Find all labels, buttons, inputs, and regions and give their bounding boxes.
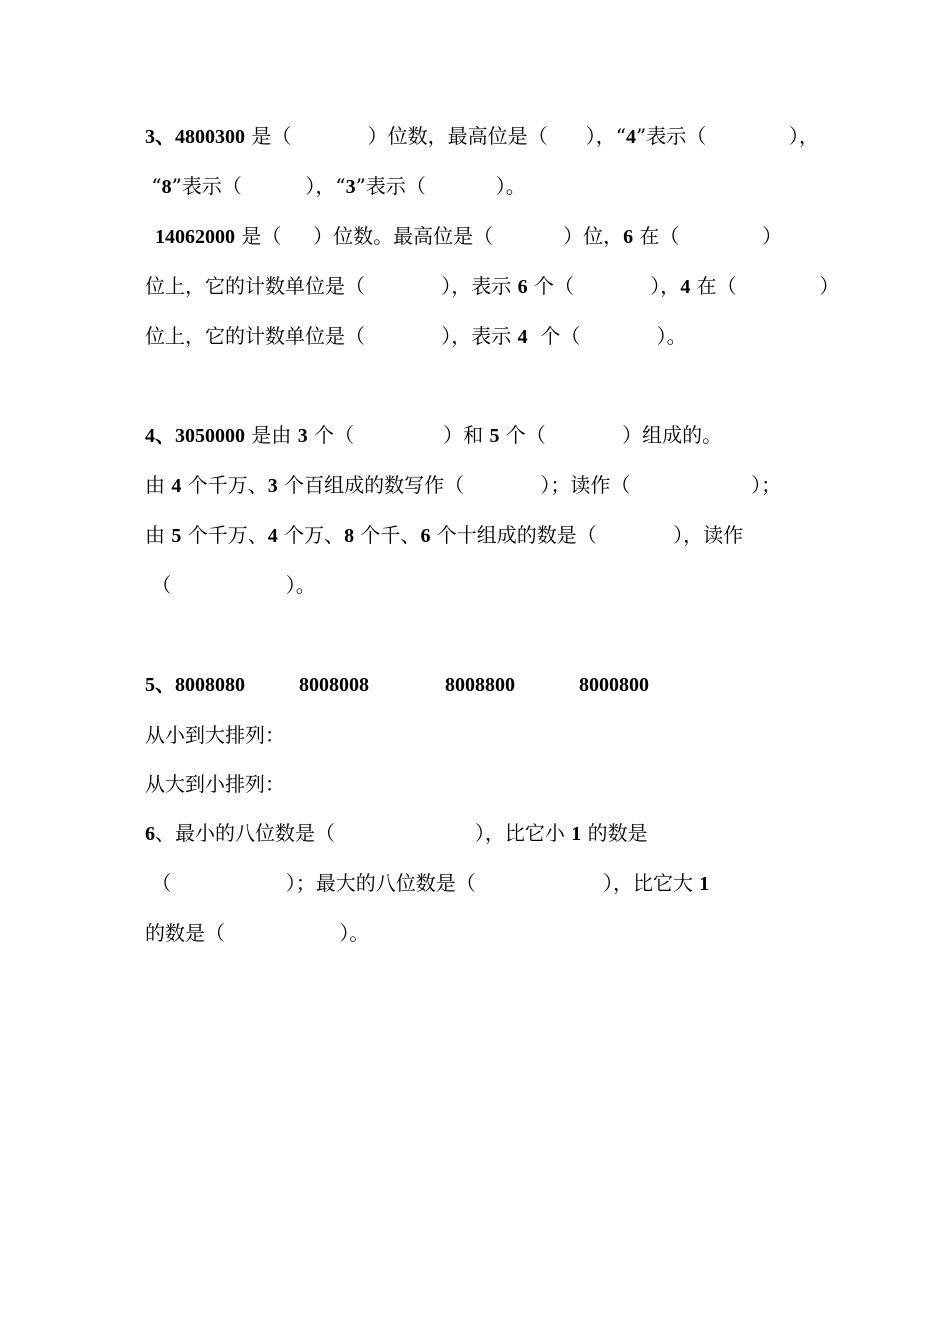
q4-line-4: [145, 568, 807, 602]
q3-digit: 4: [680, 276, 691, 298]
q3-text: ”表示（ ）。: [355, 174, 526, 198]
q4-digit: 5: [489, 425, 500, 447]
q6-line-3: [145, 916, 807, 950]
q3-text: “: [145, 174, 162, 198]
q4-digit: 6: [420, 525, 431, 547]
q5-number-1: 5、8008080: [145, 674, 245, 696]
q4-text: 由: [145, 473, 172, 497]
q4-text: 个万、: [277, 523, 345, 547]
q4-digit: 8: [344, 525, 355, 547]
q3-digit: 3: [345, 176, 356, 198]
q3-line-4: [145, 269, 840, 303]
q3-text: ”表示（ ），: [636, 124, 819, 148]
q5-number-3: 8008800: [445, 674, 515, 696]
q4-text: 个千、: [354, 523, 421, 547]
q6-number: 6: [145, 823, 155, 845]
q6-digit: 1: [699, 873, 710, 895]
q3-line-5: [145, 319, 807, 353]
q4-text: 个千万、: [181, 473, 268, 497]
q3-digit: 8: [161, 176, 172, 198]
q3-digit: 6: [517, 276, 528, 298]
q6-text: 的数是（ ）。: [145, 921, 370, 945]
q4-text: 个百组成的数写作（ ）；读作（ ）；: [277, 473, 782, 497]
q6-text: 、最小的八位数是（ ），比它小: [155, 821, 572, 845]
q3-line-1: [145, 119, 819, 153]
q4-text: 由: [145, 523, 172, 547]
q4-line-3: [145, 518, 807, 552]
q4-digit: 5: [171, 525, 182, 547]
q3-line-3: [145, 219, 807, 253]
q4-line-1: [145, 418, 807, 452]
q5-number-2: 8008008: [299, 674, 369, 696]
q4-text: 个（ ）组成的。: [499, 423, 723, 447]
q4-digit: 4: [267, 525, 278, 547]
q3-text: 个（ ），: [527, 274, 681, 298]
q4-line-2: [145, 468, 807, 502]
q4-digit: 3: [267, 475, 278, 497]
q4-text: 个千万、: [181, 523, 268, 547]
q5-ascending-label: 从小到大排列：: [145, 723, 285, 747]
q3-text: 位上，它的计数单位是（ ），表示: [145, 324, 518, 348]
q4-text: （ ）。: [145, 573, 316, 597]
q3-text: 是（ ）位数。最高位是（ ）位，: [235, 224, 624, 248]
q3-digit: 4: [517, 326, 528, 348]
q3-number: 3、4800300: [145, 126, 245, 148]
q4-digit: 3: [297, 425, 308, 447]
q6-text: 的数是: [581, 821, 648, 845]
q3-number: 14062000: [145, 226, 235, 248]
q4-digit: 4: [171, 475, 182, 497]
q3-text: 在（ ）: [690, 274, 840, 298]
q5-number-4: 8000800: [579, 674, 649, 696]
q6-digit: 1: [571, 823, 582, 845]
q6-line-2: [145, 866, 807, 900]
q4-text: 个（ ）和: [307, 423, 490, 447]
q6-line-1: [145, 816, 807, 850]
q3-digit: 4: [626, 126, 637, 148]
q3-text: 个（ ）。: [527, 324, 687, 348]
q5-descending-label: 从大到小排列：: [145, 772, 285, 796]
q3-text: 位上，它的计数单位是（ ），表示: [145, 274, 518, 298]
q6-text: （ ）；最大的八位数是（ ），比它大: [145, 871, 700, 895]
q3-line-2: [145, 169, 807, 203]
q3-digit: 6: [623, 226, 634, 248]
q4-text: 是由: [245, 423, 298, 447]
q4-text: 个十组成的数是（ ），读作: [430, 523, 744, 547]
q4-number: 4、3050000: [145, 425, 245, 447]
q3-text: 在（ ）: [633, 224, 783, 248]
q3-text: 是（ ）位数，最高位是（ ），“: [245, 124, 627, 148]
q3-text: ”表示（ ），“: [171, 174, 346, 198]
